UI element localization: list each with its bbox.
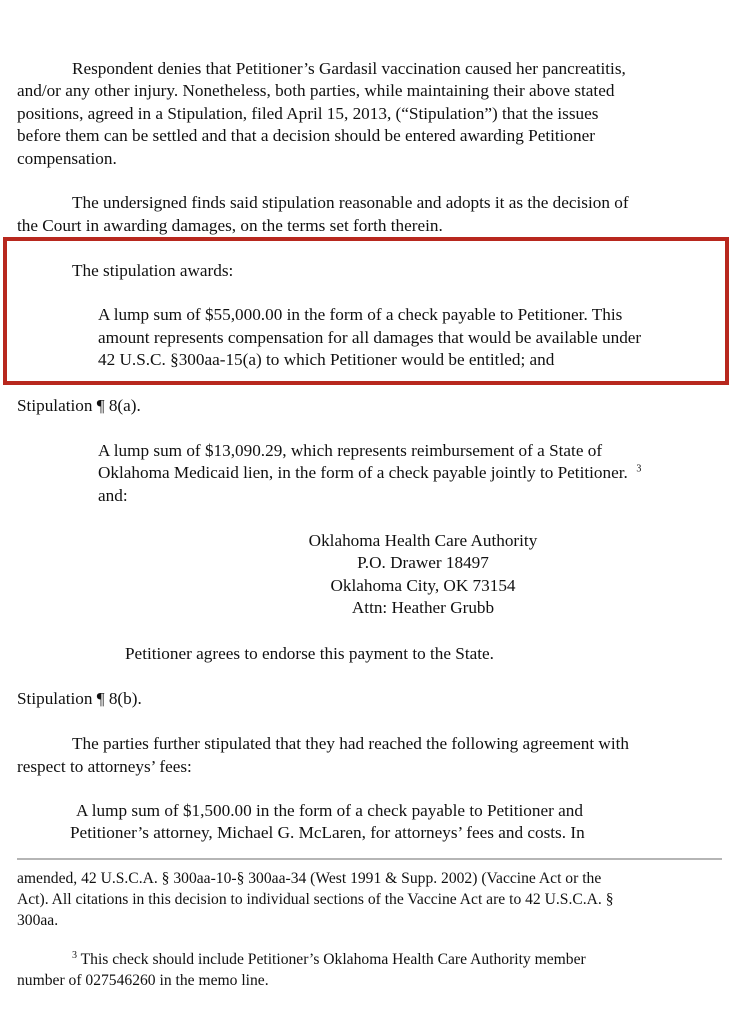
footnote-3-line-2: number of 027546260 in the memo line. <box>17 972 269 989</box>
paragraph-1-line-2: and/or any other injury. Nonetheless, both parties, while maintaining their above stated <box>17 81 615 100</box>
footnote-3-marker: 3 <box>72 949 77 961</box>
paragraph-1-line-5: compensation. <box>17 149 117 168</box>
footnote-cont-line-3: 300aa. <box>17 912 59 929</box>
endorse-statement: Petitioner agrees to endorse this payment to the State. <box>125 644 494 663</box>
footnote-ref-3: 3 <box>636 463 642 475</box>
award-2-line-1: A lump sum of $13,090.29, which represents reimbursement of a State of <box>98 441 603 460</box>
award-3-line-1: A lump sum of $1,500.00 in the form of a check payable to Petitioner and <box>76 801 583 820</box>
address-line-3: Oklahoma City, OK 73154 <box>330 576 516 595</box>
award-1-line-3: 42 U.S.C. §300aa-15(a) to which Petitioner would be entitled; and <box>98 350 555 369</box>
footnote-3-line-1 <box>72 949 586 970</box>
paragraph-2-line-2: the Court in awarding damages, on the terms set forth therein. <box>17 216 443 235</box>
address-line-4: Attn: Heather Grubb <box>351 598 495 617</box>
paragraph-1-line-3: positions, agreed in a Stipulation, filed April 15, 2013, (“Stipulation”) that the issues <box>17 104 599 123</box>
footnote-cont-line-2: Act). All citations in this decision to individual sections of the Vaccine Act are to 42 U.S.C.A. § <box>17 891 614 908</box>
award-3-line-2: Petitioner’s attorney, Michael G. McLaren, for attorneys’ fees and costs. In <box>70 823 585 842</box>
citation-8b: Stipulation ¶ 8(b). <box>17 689 142 708</box>
award-2-line-2 <box>98 462 641 485</box>
paragraph-1-line-4: before them can be settled and that a decision should be entered awarding Petitioner <box>17 126 595 145</box>
paragraph-3-line-2: respect to attorneys’ fees: <box>17 757 192 776</box>
paragraph-2-line-1: The undersigned finds said stipulation reasonable and adopts it as the decision of <box>72 193 629 212</box>
award-2-line-3: and: <box>98 486 128 505</box>
address-line-1: Oklahoma Health Care Authority <box>308 531 538 550</box>
stipulation-intro: The stipulation awards: <box>72 261 234 280</box>
award-1-line-2: amount represents compensation for all damages that would be available under <box>98 328 642 347</box>
citation-8a: Stipulation ¶ 8(a). <box>17 396 141 415</box>
footnote-3-line-1-text: This check should include Petitioner’s Oklahoma Health Care Authority member <box>77 951 586 968</box>
footnote-separator <box>17 858 722 860</box>
paragraph-3-line-1: The parties further stipulated that they had reached the following agreement with <box>72 734 629 753</box>
address-line-2: P.O. Drawer 18497 <box>357 553 489 572</box>
footnote-cont-line-1: amended, 42 U.S.C.A. § 300aa-10-§ 300aa-34 (West 1991 & Supp. 2002) (Vaccine Act or the <box>17 870 602 887</box>
award-2-line-2-text: Oklahoma Medicaid lien, in the form of a check payable jointly to Petitioner. <box>98 463 628 482</box>
award-1-line-1: A lump sum of $55,000.00 in the form of a check payable to Petitioner. This <box>98 305 623 324</box>
paragraph-1-line-1: Respondent denies that Petitioner’s Gardasil vaccination caused her pancreatitis, <box>72 59 626 78</box>
